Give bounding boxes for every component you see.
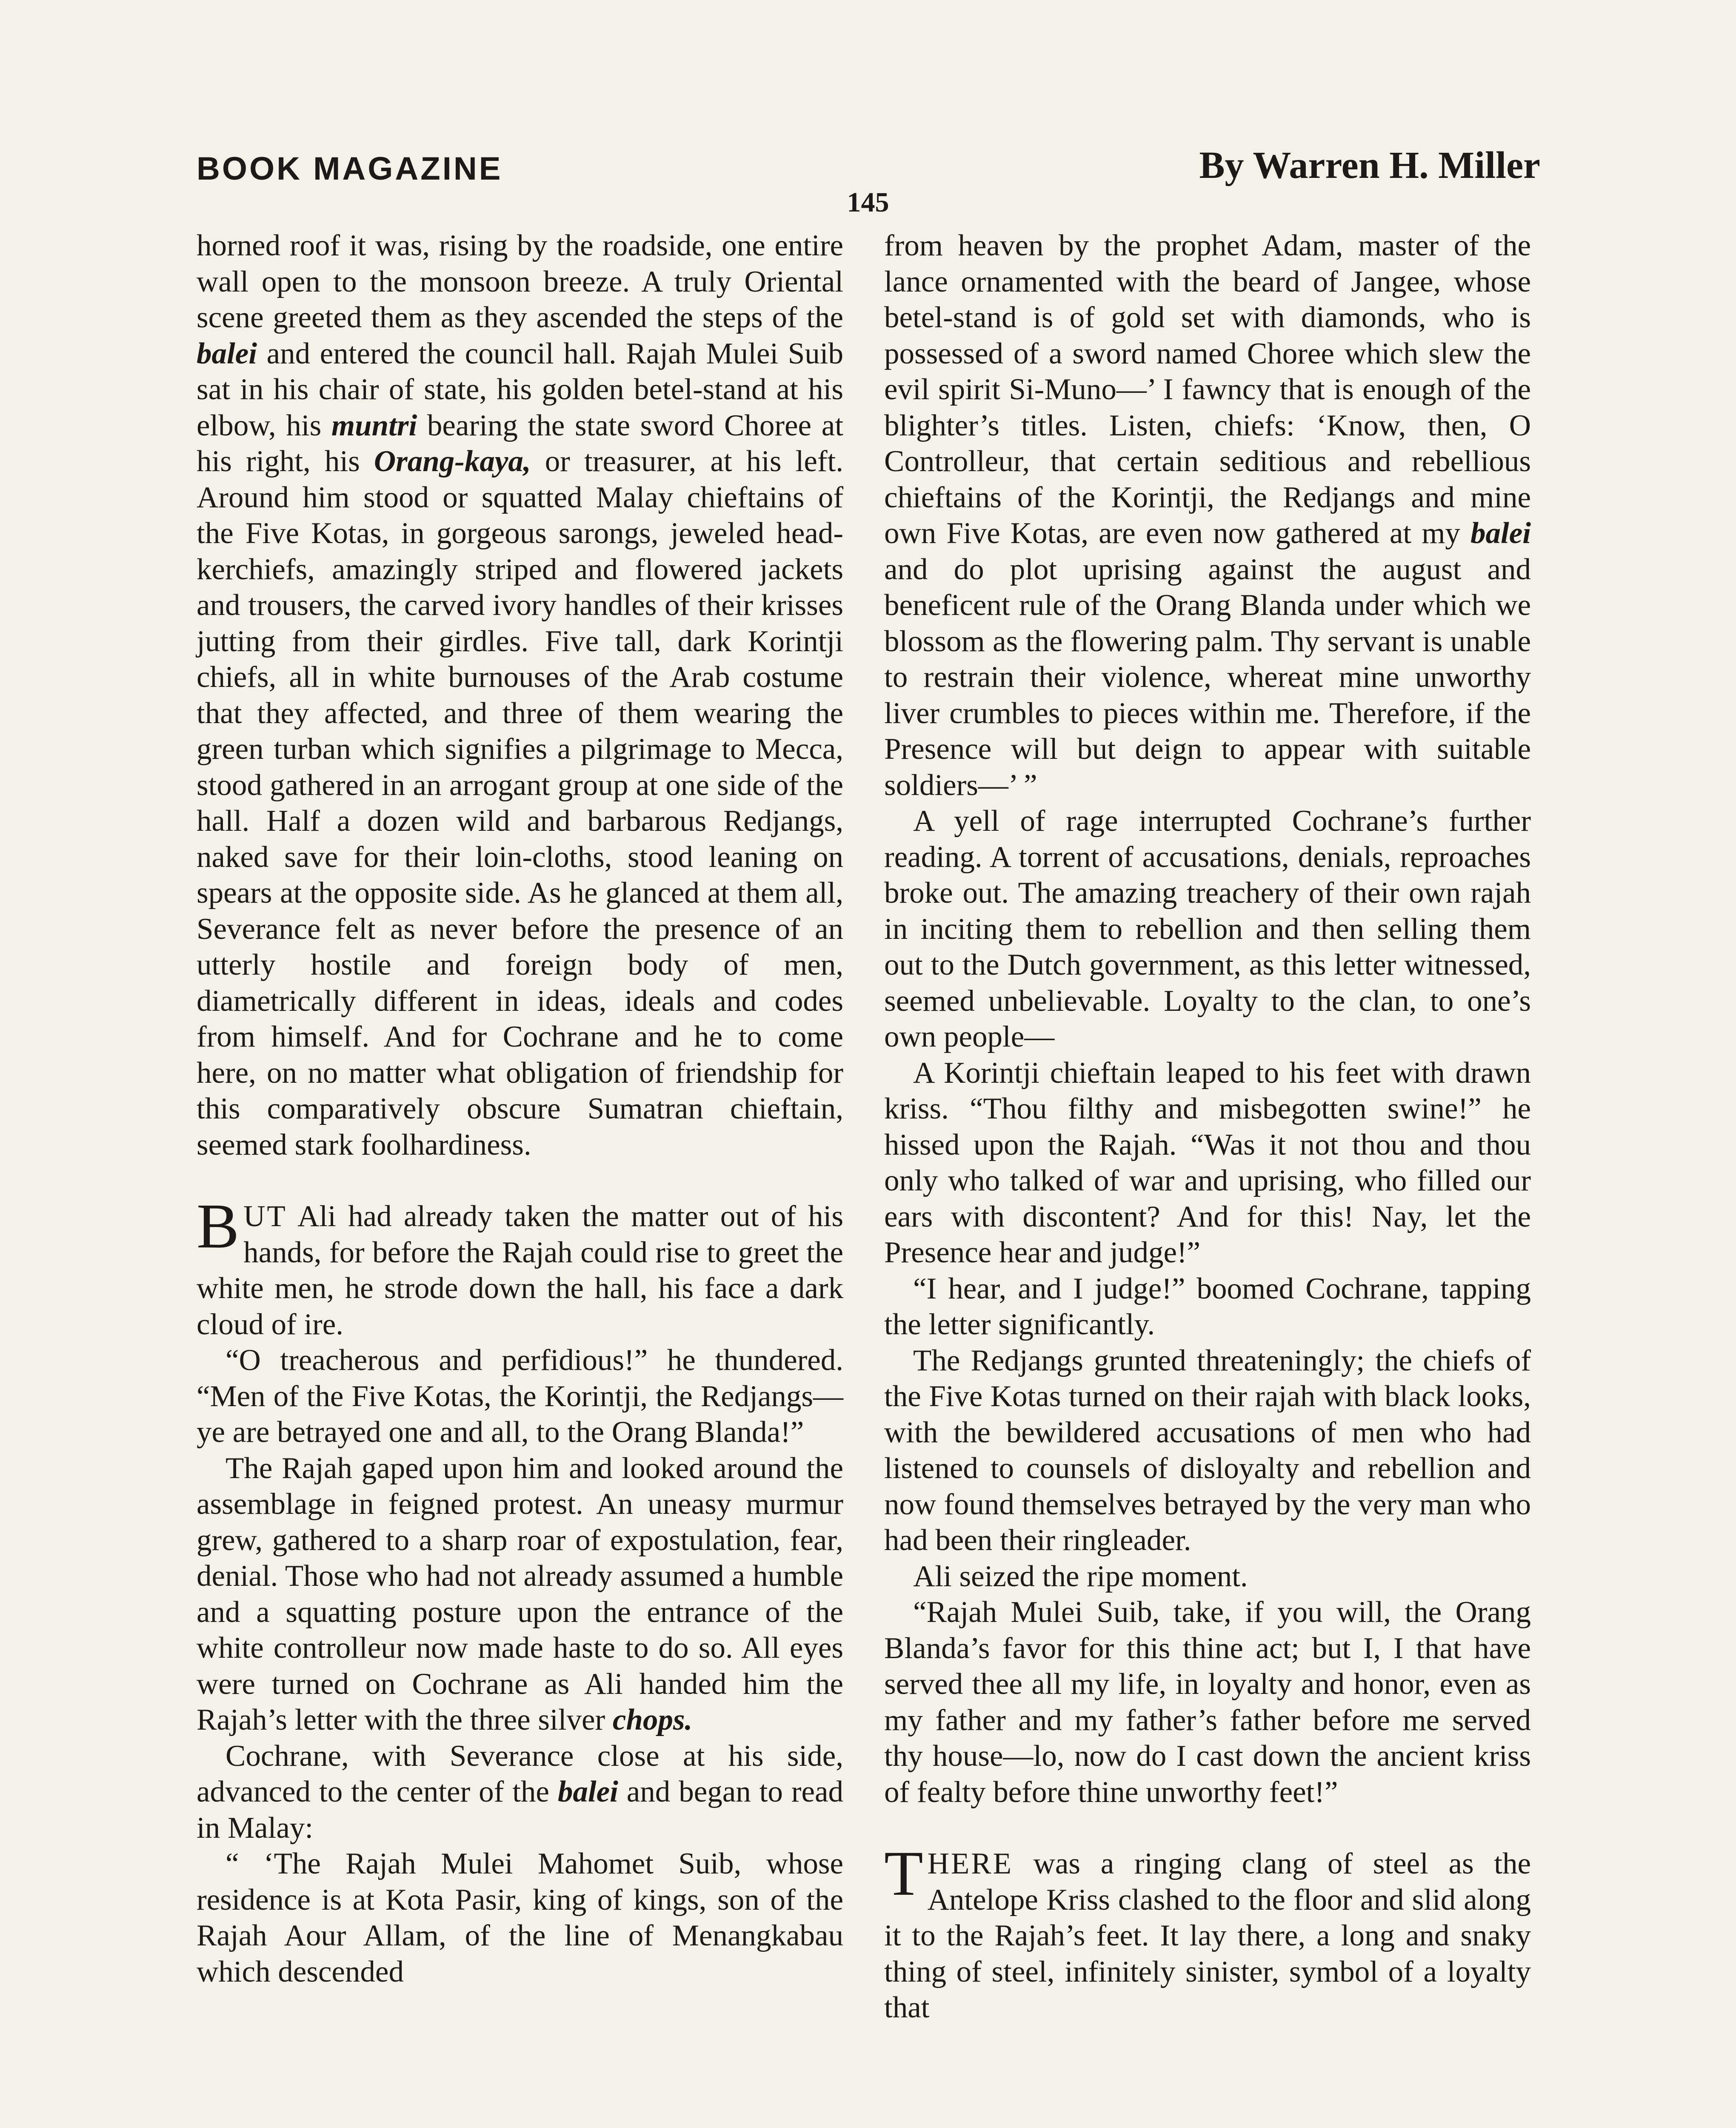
- paragraph: from heaven by the prophet Adam, master of the lance ornamented with the beard of Jangee, whose betel-stand is of gold set with diamonds, who is possessed of a sword named Choree which slew the evil spirit Si-Muno—’ I fawncy that is enough of the blighter’s titles. Listen, chiefs: ‘Know, then, O Controlleur, that certain seditious and rebellious chieftains of the Korintji, the Redjangs and mine own Five Kotas, are even now gathered at my balei and do plot uprising against the august and beneficent rule of the Orang Blanda under which we blossom as the flowering palm. Thy servant is unable to restrain their violence, whereat mine unworthy liver crumbles to pieces within me. Therefore, if the Presence will but deign to appear with suitable soldiers—’ ”: [884, 229, 1531, 802]
- left-column: [197, 228, 843, 1990]
- author-byline: By Warren H. Miller: [1199, 144, 1540, 186]
- paragraph: Ali seized the ripe moment.: [913, 1559, 1248, 1593]
- paragraph: “ ‘The Rajah Mulei Mahomet Suib, whose residence is at Kota Pasir, king of kings, son of the Rajah Aour Allam, of the line of Menangkabau which descended: [197, 1847, 843, 1988]
- paragraph: A yell of rage interrupted Cochrane’s further reading. A torrent of accusations, denials, reproaches broke out. The amazing treachery of their own rajah in inciting them to rebellion and then selling them out to the Dutch government, as this letter witnessed, seemed unbelievable. Loyalty to the clan, to one’s own people—: [884, 804, 1531, 1053]
- drop-cap: T: [884, 1838, 923, 1909]
- drop-cap: B: [197, 1191, 240, 1261]
- magazine-title: BOOK MAGAZINE: [197, 151, 503, 187]
- page-number: 145: [847, 187, 889, 218]
- paragraph: horned roof it was, rising by the roadside, one entire wall open to the monsoon breeze. A truly Oriental scene greeted them as they ascended the steps of the balei and entered the council hall. Rajah Mulei Suib sat in his chair of state, his golden betel-stand at his elbow, his muntri bearing the state sword Choree at his right, his Orang-kaya, or treasurer, at his left. Around him stood or squatted Malay chieftains of the Five Kotas, in gorgeous sarongs, jeweled head-kerchiefs, amazingly striped and flowered jackets and trousers, the carved ivory handles of their krisses jutting from their girdles. Five tall, dark Korintji chiefs, all in white burnouses of the Arab costume that they affected, and three of them wearing the green turban which signifies a pilgrimage to Mecca, stood gathered in an arrogant group at one side of the hall. Half a dozen wild and barbarous Redjangs, naked save for their loin-cloths, stood leaning on spears at the opposite side. As he glanced at them all, Severance felt as never before the presence of an utterly hostile and foreign body of men, diametrically different in ideas, ideals and codes from himself. And for Cochrane and he to come here, on no matter what obligation of friendship for this comparatively obscure Sumatran chieftain, seemed stark foolhardiness.: [197, 229, 843, 1161]
- paragraph: A Korintji chieftain leaped to his feet with drawn kriss. “Thou filthy and misbegotten swine!” he hissed upon the Rajah. “Was it not thou and thou only who talked of war and uprising, who filled our ears with discontent? And for this! Nay, let the Presence hear and judge!”: [884, 1056, 1531, 1269]
- paragraph: The Redjangs grunted threateningly; the chiefs of the Five Kotas turned on their rajah with black looks, with the bewildered accusations of men who had listened to counsels of disloyalty and rebellion and now found themselves betrayed by the very man who had been their ringleader.: [884, 1344, 1531, 1557]
- paragraph: “I hear, and I judge!” boomed Cochrane, tapping the letter significantly.: [884, 1272, 1531, 1341]
- section-paragraph: BUT Ali had already taken the matter out of his hands, for before the Rajah could rise to greet the white men, he strode down the hall, his face a dark cloud of ire.: [197, 1191, 843, 1341]
- paragraph: “O treacherous and perfidious!” he thundered. “Men of the Five Kotas, the Korintji, the Redjangs—ye are betrayed one and all, to the Orang Blanda!”: [197, 1344, 843, 1449]
- section-paragraph: THERE was a ringing clang of steel as the Antelope Kriss clashed to the floor and slid along it to the Rajah’s feet. It lay there, a long and snaky thing of steel, infinitely sinister, symbol of a loyalty that: [884, 1838, 1531, 2024]
- paragraph: Cochrane, with Severance close at his side, advanced to the center of the balei and began to read in Malay:: [197, 1739, 844, 1845]
- paragraph: The Rajah gaped upon him and looked around the assemblage in feigned protest. An uneasy murmur grew, gathered to a sharp roar of expostulation, fear, denial. Those who had not already assumed a humble and a squatting posture upon the entrance of the white controlleur now made haste to do so. All eyes were turned on Cochrane as Ali handed him the Rajah’s letter with the three silver chops.: [197, 1451, 843, 1736]
- right-column: [884, 228, 1531, 2026]
- paragraph: “Rajah Mulei Suib, take, if you will, the Orang Blanda’s favor for this thine act; but I, I that have served thee all my life, in loyalty and honor, even as my father and my father’s father before me served thy house—lo, now do I cast down the ancient kriss of fealty before thine unworthy feet!”: [884, 1596, 1531, 1809]
- running-head: [197, 140, 1540, 187]
